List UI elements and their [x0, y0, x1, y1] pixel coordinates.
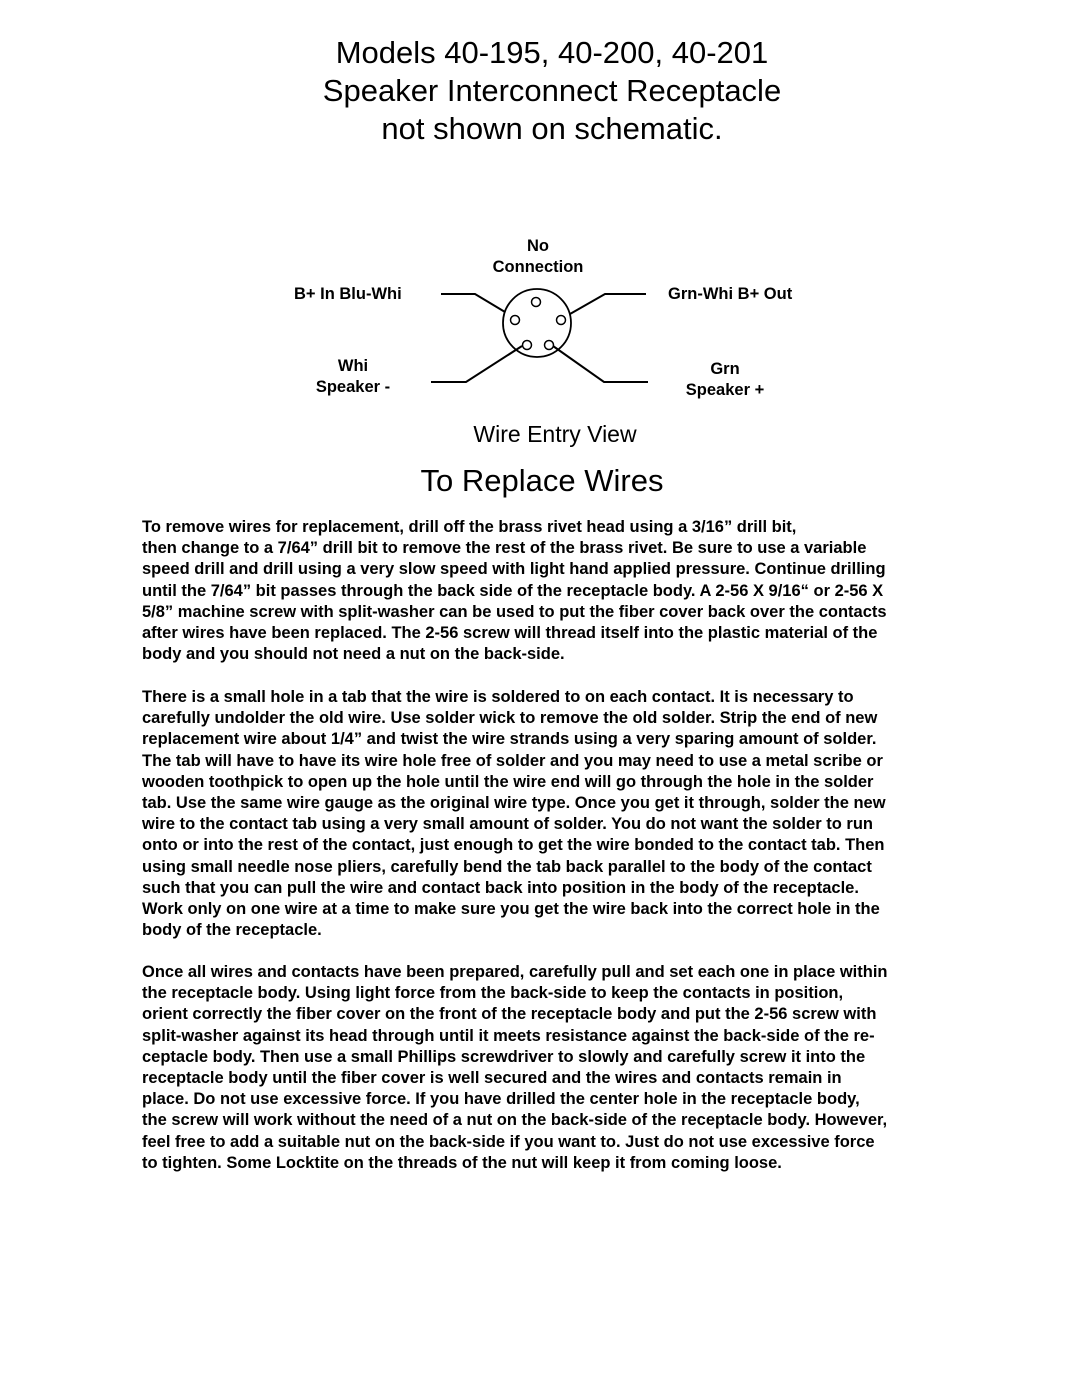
wire-speaker-plus	[553, 346, 648, 382]
pin-hole-top	[532, 298, 541, 307]
text-line: the screw will work without the need of a nut on the back-side of the receptacle body. However,	[142, 1111, 888, 1130]
label-line: Speaker -	[315, 378, 391, 396]
label-line: Speaker +	[685, 381, 765, 399]
text-line: feel free to add a suitable nut on the back-side if you want to. Just do not use excessive force	[142, 1132, 875, 1151]
text-line: carefully undolder the old wire. Use solder wick to remove the old solder. Strip the end of new	[142, 709, 878, 728]
label-line: No	[527, 237, 549, 255]
text-line: using small needle nose pliers, carefully bend the tab back parallel to the body of the contact	[142, 857, 872, 876]
label-speaker-plus	[672, 359, 778, 401]
wire-speaker-minus	[431, 346, 522, 382]
wire-b-plus-in	[441, 294, 505, 312]
title-line: Models 40-195, 40-200, 40-201	[335, 35, 769, 70]
text-line: place. Do not use excessive force. If you have drilled the center hole in the receptacle body,	[142, 1090, 860, 1109]
text-line: after wires have been replaced. The 2-56 screw will thread itself into the plastic material of the	[142, 624, 878, 643]
text-line: To remove wires for replacement, drill off the brass rivet head using a 3/16” drill bit,	[142, 518, 797, 536]
pin-hole-right	[557, 316, 566, 325]
text-line: The tab will have to have its wire hole free of solder and you may need to use a metal scribe or	[142, 751, 883, 770]
text-line: then change to a 7/64” drill bit to remove the rest of the brass rivet. Be sure to use a variable	[142, 539, 867, 558]
text-line: ceptacle body. Then use a small Phillips screwdriver to slowly and carefully screw it into the	[142, 1047, 866, 1066]
text-line: until the 7/64” bit passes through the back side of the receptacle body. A 2-56 X 9/16“ or 2-56 X	[142, 581, 884, 600]
text-line: body and you should not need a nut on the back-side.	[142, 645, 565, 664]
label-line: Whi	[337, 357, 369, 375]
label-line: Connection	[492, 258, 584, 276]
text-line: Work only on one wire at a time to make sure you get the wire back into the correct hole in the	[142, 900, 880, 919]
paragraph-1	[142, 517, 946, 665]
text-line: receptacle body until the fiber cover is well secured and the wires and contacts remain in	[142, 1069, 842, 1088]
paragraph-3	[142, 962, 946, 1174]
label-line: Grn	[710, 360, 740, 378]
text-line: 5/8” machine screw with split-washer can be used to put the fiber cover back over the contacts	[142, 602, 887, 621]
section-heading: To Replace Wires	[420, 463, 664, 498]
title-line: not shown on schematic.	[381, 111, 723, 146]
text-line: onto or into the rest of the contact, just enough to get the wire bonded to the contact tab. Then	[142, 836, 885, 855]
text-line: wooden toothpick to open up the hole until the wire end will go through the hole in the solder	[142, 772, 874, 791]
pin-hole-left	[511, 316, 520, 325]
text-line: split-washer against its head through until it meets resistance against the back-side of the re-	[142, 1026, 875, 1045]
text-line: wire to the contact tab using a very small amount of solder. You do not want the solder to run	[142, 815, 873, 834]
text-line: body of the receptacle.	[142, 921, 322, 940]
label-b-plus-out: Grn-Whi B+ Out	[668, 285, 793, 303]
text-line: tab. Use the same wire gauge as the original wire type. Once you get it through, solder the new	[142, 794, 886, 813]
paragraph-2	[142, 687, 946, 941]
pin-hole-lower-right	[545, 341, 554, 350]
text-line: orient correctly the fiber cover on the front of the receptacle body and put the 2-56 screw with	[142, 1005, 877, 1024]
text-line: such that you can pull the wire and contact back into position in the body of the receptacle.	[142, 878, 859, 897]
text-line: to tighten. Some Locktite on the threads of the nut will keep it from coming loose.	[142, 1153, 782, 1172]
text-line: There is a small hole in a tab that the wire is soldered to on each contact. It is necessary to	[142, 688, 854, 706]
text-line: replacement wire about 1/4” and twist the wire strands using a very sparing amount of solder.	[142, 730, 877, 749]
diagram-caption: Wire Entry View	[473, 421, 637, 447]
label-b-plus-in: B+ In Blu-Whi	[294, 285, 402, 303]
label-speaker-minus	[300, 356, 406, 398]
text-line: speed drill and drill using a very slow speed with light hand applied pressure. Continue drilling	[142, 560, 886, 579]
title-line: Speaker Interconnect Receptacle	[322, 73, 782, 108]
text-line: the receptacle body. Using light force from the back-side to keep the contacts in position,	[142, 984, 844, 1003]
text-line: Once all wires and contacts have been prepared, carefully pull and set each one in place within	[142, 963, 888, 981]
wire-b-plus-out	[570, 294, 646, 314]
label-no-connection	[478, 236, 598, 278]
pin-hole-lower-left	[523, 341, 532, 350]
